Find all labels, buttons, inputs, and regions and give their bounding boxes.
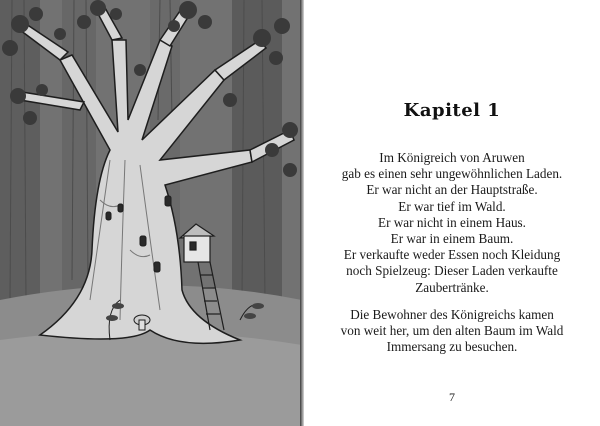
text-line: von weit her, um den alten Baum im Wald	[340, 323, 564, 339]
paragraph-2	[304, 307, 600, 356]
text-line: Immersang zu besuchen.	[386, 339, 518, 355]
paragraph-1	[304, 150, 600, 296]
text-line: gab es einen sehr ungewöhnlichen Laden.	[341, 166, 563, 182]
chapter-title: Kapitel 1	[403, 100, 501, 121]
text-line: Er war nicht in einem Haus.	[378, 214, 526, 230]
text-line: Er verkaufte weder Essen noch Kleidung	[343, 247, 561, 263]
text-line: Er war tief im Wald.	[398, 198, 506, 214]
text-line: Im Königreich von Aruwen	[379, 150, 525, 165]
page-number: 7	[449, 390, 455, 404]
text-line: Die Bewohner des Königreichs kamen	[350, 307, 554, 322]
text-line: noch Spielzeug: Dieser Laden verkaufte	[346, 263, 558, 279]
text-line: Zaubertränke.	[415, 279, 489, 295]
text-line: Er war nicht an der Hauptstraße.	[366, 182, 538, 198]
text-page	[304, 0, 600, 426]
text-line: Er war in einem Baum.	[390, 231, 514, 247]
